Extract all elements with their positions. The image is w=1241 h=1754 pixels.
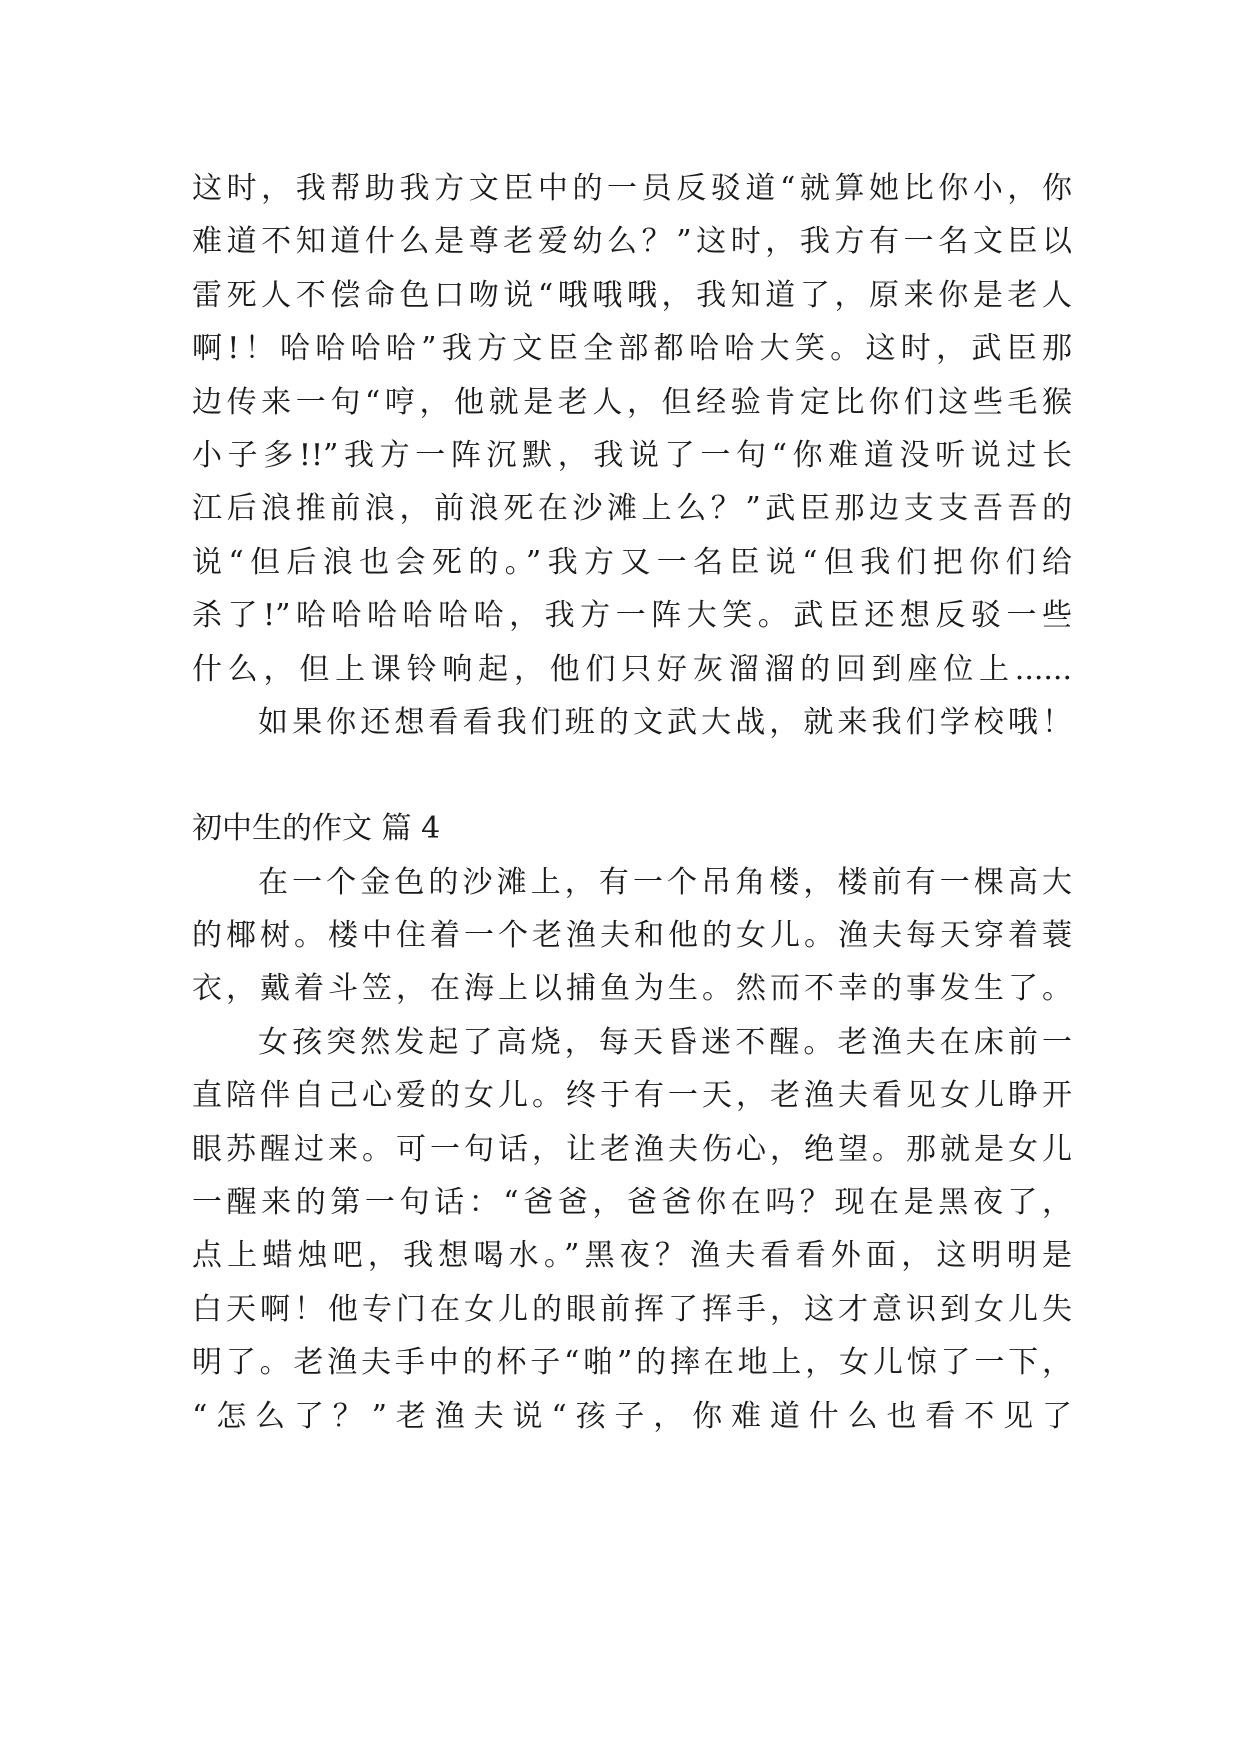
- text-line: 明了。老渔夫手中的杯子“啪”的摔在地上，女儿惊了一下，: [192, 1345, 1072, 1381]
- section-gap: [192, 749, 1072, 802]
- text-line: 白天啊！他专门在女儿的眼前挥了挥手，这才意识到女儿失: [192, 1291, 1072, 1327]
- text-line: 啊!！哈哈哈哈”我方文臣全部都哈哈大笑。这时，武臣那: [192, 331, 1072, 367]
- text-line: 的椰树。楼中住着一个老渔夫和他的女儿。渔夫每天穿着蓑: [192, 918, 1072, 954]
- text-line: 难道不知道什么是尊老爱幼么？”这时，我方有一名文臣以: [192, 224, 1072, 260]
- text-line: “怎么了？”老渔夫说“孩子，你难道什么也看不见了: [192, 1398, 1072, 1434]
- text-line: 这时，我帮助我方文臣中的一员反驳道“就算她比你小，你: [192, 171, 1072, 206]
- text-line: 杀了!”哈哈哈哈哈哈，我方一阵大笑。武臣还想反驳一些: [192, 598, 1072, 634]
- text-line: 小子多!!”我方一阵沉默，我说了一句“你难道没听说过长: [192, 437, 1072, 473]
- text-line: 直陪伴自己心爱的女儿。终于有一天，老渔夫看见女儿睁开: [192, 1078, 1072, 1114]
- text-line: 一醒来的第一句话：“爸爸，爸爸你在吗？现在是黑夜了，: [192, 1185, 1072, 1221]
- text-line: 衣，戴着斗笠，在海上以捕鱼为生。然而不幸的事发生了。: [192, 971, 1072, 1007]
- text-line: 眼苏醒过来。可一句话，让老渔夫伤心，绝望。那就是女儿: [192, 1131, 1072, 1167]
- text-line: 在一个金色的沙滩上，有一个吊角楼，楼前有一棵高大: [258, 864, 1072, 900]
- text-line: 江后浪推前浪，前浪死在沙滩上么？”武臣那边支支吾吾的: [192, 491, 1072, 527]
- section-heading: 初中生的作文 篇 4: [192, 811, 441, 847]
- closing-line: 如果你还想看看我们班的文武大战，就来我们学校哦！: [258, 704, 1072, 740]
- document-body: [192, 162, 1072, 1443]
- text-line: 点上蜡烛吧，我想喝水。”黑夜？渔夫看看外面，这明明是: [192, 1238, 1072, 1274]
- text-line: 女孩突然发起了高烧，每天昏迷不醒。老渔夫在床前一: [258, 1024, 1072, 1060]
- text-line: 什么，但上课铃响起，他们只好灰溜溜的回到座位上......: [192, 651, 1072, 687]
- text-line: 说“但后浪也会死的。”我方又一名臣说“但我们把你们给: [192, 544, 1072, 580]
- text-line: 边传来一句“哼，他就是老人，但经验肯定比你们这些毛猴: [192, 384, 1072, 420]
- text-line: 雷死人不偿命色口吻说“哦哦哦，我知道了，原来你是老人: [192, 277, 1072, 313]
